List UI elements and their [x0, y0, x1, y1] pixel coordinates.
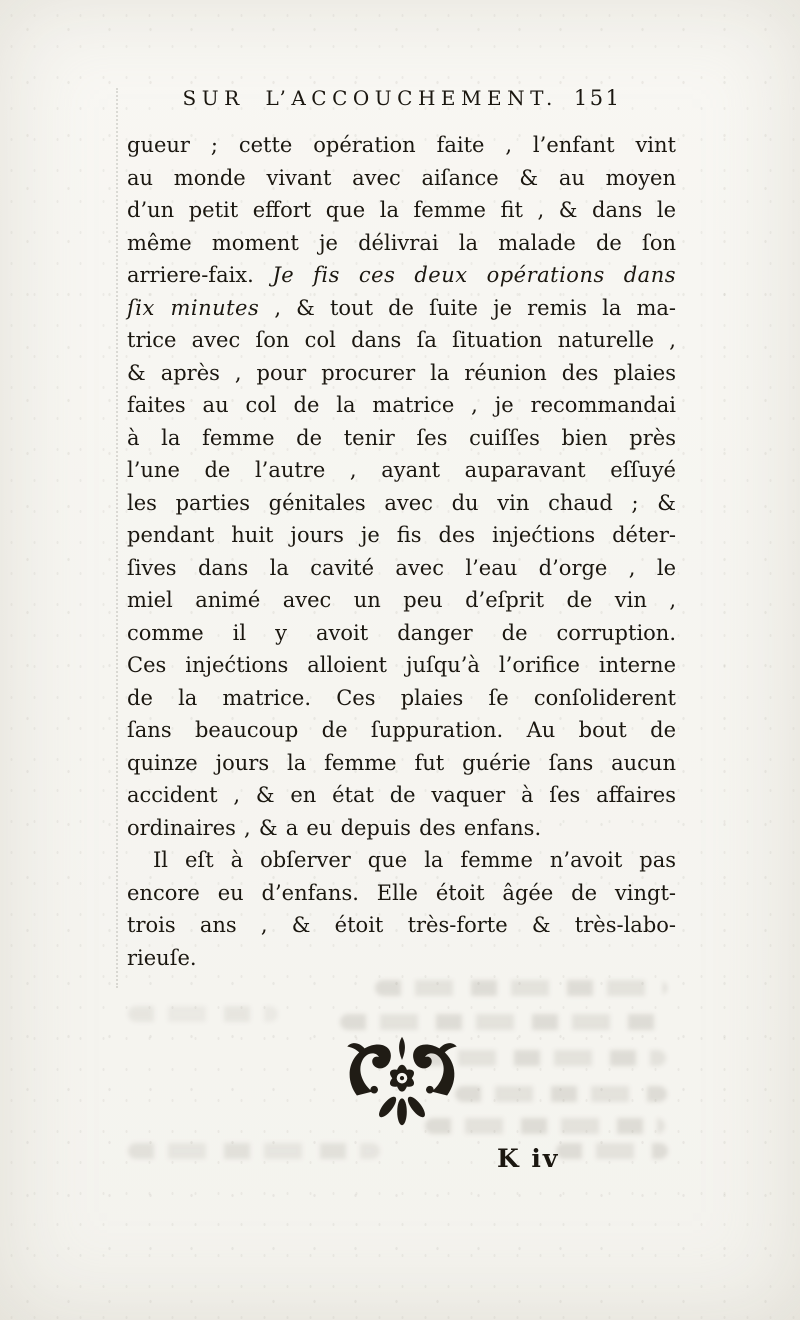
text-line — [127, 292, 676, 325]
text-line: & après , pour procurer la réunion des plaies — [127, 360, 676, 385]
text-line: de la matrice. Ces plaies ſe conſoliderent — [127, 685, 676, 710]
text-line: faites au col de la matrice , je recommandai — [127, 393, 676, 417]
bleedthrough-ghost-line — [128, 1143, 380, 1159]
printer-ornament — [127, 1034, 676, 1134]
text-line: d’un petit effort que la femme fit , & dans le — [127, 198, 676, 222]
signature-mark: K iv — [497, 1144, 560, 1173]
text-line: à la femme de tenir ſes cuiſſes bien près — [127, 425, 676, 450]
text-line: quinze jours la femme fut guérie ſans aucun — [127, 750, 676, 775]
text-line: Il eſt à obſerver que la femme n’avoit pas — [153, 848, 676, 872]
text-line: ſans beaucoup de ſuppuration. Au bout de — [127, 718, 676, 742]
text-line: trois ans , & étoit très-forte & très-labo- — [127, 913, 676, 937]
text-italic: ſix minutes — [127, 295, 260, 320]
text-line: trice avec ſon col dans ſa ſituation naturelle , — [127, 328, 676, 352]
text-line: encore eu d’enfans. Elle étoit âgée de vingt- — [127, 880, 676, 905]
page-number: 151 — [573, 86, 622, 110]
bleedthrough-ghost-line — [128, 1006, 278, 1022]
binding-speckle-line — [116, 88, 118, 988]
running-header — [122, 86, 682, 110]
bleedthrough-ghost-line — [556, 1143, 668, 1159]
text-line: même moment je délivrai la malade de ſon — [127, 230, 676, 255]
text-line: miel animé avec un peu d’eſprit de vin , — [127, 588, 676, 612]
running-header-title: SUR L’ACCOUCHEMENT. — [182, 86, 558, 110]
text-line: Ces injećtions alloient juſqu’à l’orifice interne — [127, 653, 676, 677]
text-line — [127, 259, 676, 292]
text-line: ordinaires , & a eu depuis des enfans. — [127, 815, 542, 840]
text-line: pendant huit jours je fis des injećtions déter- — [127, 523, 676, 547]
text-line: les parties génitales avec du vin chaud ; & — [127, 490, 676, 515]
text-line: ſives dans la cavité avec l’eau d’orge , le — [127, 555, 676, 580]
text-line: comme il y avoit danger de corruption. — [127, 620, 676, 645]
text-line: l’une de l’autre , ayant auparavant eſſuyé — [127, 458, 676, 482]
bleedthrough-ghost-line — [340, 1014, 666, 1030]
text-line: au monde vivant avec aiſance & au moyen — [127, 165, 676, 190]
bleedthrough-ghost-line — [375, 980, 667, 996]
body-text — [127, 129, 676, 974]
floral-fleuron-icon — [338, 1034, 466, 1130]
text-roman: arriere-faix. — [127, 263, 273, 287]
text-line: gueur ; cette opération faite , l’enfant vint — [127, 133, 676, 157]
text-line: rieuſe. — [127, 945, 197, 970]
text-italic: Je fis ces deux opérations dans — [272, 263, 676, 287]
text-roman: , & tout de ſuite je remis la ma- — [259, 295, 676, 320]
text-line: accident , & en état de vaquer à ſes affaires — [127, 783, 676, 807]
